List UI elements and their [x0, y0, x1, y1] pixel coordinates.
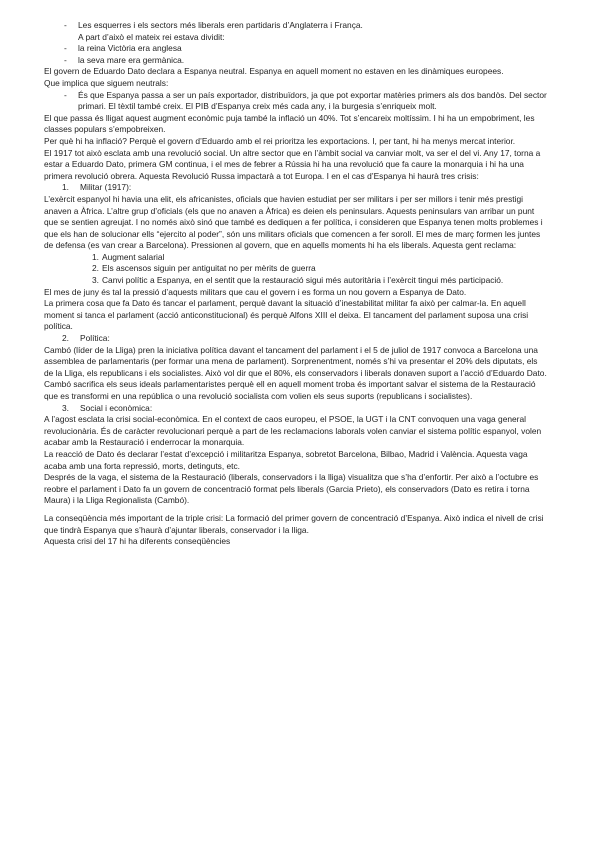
- paragraph-consequencia: La conseqüència més important de la triple crisi: La formació del primer govern de concentració d’Espanya. Això indica el nivell de crisi que tindrà Espanya que s’haurà d’ajuntar liberals, conservador i la lliga.: [44, 512, 544, 535]
- list-item: 1. Augment salarial: [92, 251, 165, 262]
- list-item: - la reina Victòria era anglesa: [64, 43, 548, 55]
- question-neutral: Que implica que siguem neutrals:: [44, 77, 169, 88]
- paragraph-reaccio: La reacció de Dato és declarar l’estat d’excepció i militaritza Espanya, sobretot Barcelona, Bilbao, Madrid i València. Aquesta vaga acaba amb una forta repressió, morts, detinguts, etc.: [44, 448, 528, 471]
- paragraph-primera-cosa: La primera cosa que fa Dato és tancar el parlament, perquè davant la situació d’inestabilitat militar fa això per calmar-la. En aquell moment si tanca el parlament (acció anticonstitucional) és perquè Alfons XIII el deixa. El tancament del parlament suposa una crisi política.: [44, 298, 529, 332]
- paragraph-juny: El mes de juny és tal la pressió d’aquests militars que cau el govern i es forma un nou govern a Espanya de Dato.: [44, 286, 467, 297]
- list-item: - És que Espanya passa a ser un país exportador, distribuïdors, ja que pot exportar matèries primers als dos bandòs. Del sector primari. El tèxtil també creix. El PIB d’Espanya creix més cada any, i la burgesia s’enriqueix molt.: [64, 90, 548, 113]
- heading-crisi-militar: 1. Militar (1917):: [62, 182, 132, 193]
- paragraph-cambo-assemblea: Cambó (líder de la Lliga) pren la iniciativa política davant el tancament del parlament i el 5 de juliol de 1917 convoca a Barcelona una assemblea de parlamentaris (per formar una mena de parlament). Sorprenentment, només s’hi va presentar el 20% dels diputats, els de la Lliga, els republicans i els socialistes. Això vol dir que el 80%, els conservadors i liberals donaven suport a l’acció d’Eduardo Dato.: [44, 344, 547, 378]
- paragraph-final: Aquesta crisi del 17 hi ha diferents conseqüències: [44, 536, 231, 547]
- paragraph-1917: El 1917 tot això esclata amb una revolució social. Un altre sector que en l’àmbit social va canviar molt, va ser el del vi. Any 17, torna a estar a Eduardo Dato, primera GM continua, i el mes de febrer a Rússia hi ha una revolució que fa caure la monarquia i hi ha una primera revolució obrera. Aquesta Revolució Russa impactarà a tot Europa. I en el cas d’Espanya hi haurà tres crisis:: [44, 147, 541, 181]
- paragraph-inflacio: El que passa és lligat aquest augment econòmic puja també la inflació un 40%. Tot s’encareix moltíssim. I hi ha un empobriment, les classes populars s’empobreixen.: [44, 112, 535, 135]
- intro-bullet-list: [44, 20, 548, 66]
- list-item: - Les esquerres i els sectors més liberals eren partidaris d’Anglaterra i França. A part d’això el mateix rei estava dividit:: [64, 20, 548, 43]
- list-item: 3. Canvi polític a Espanya, en el sentit que la restauració sigui més autoritària i l’exèrcit tingui més participació.: [92, 275, 504, 286]
- list-item: - la seva mare era germànica.: [64, 55, 548, 67]
- heading-crisi-social: 3. Social i econòmica:: [62, 402, 153, 413]
- demands-list: [44, 252, 548, 287]
- heading-crisi-politica: 2. Política:: [62, 333, 110, 344]
- paragraph-agost: A l’agost esclata la crisi social-econòmica. En el context de caos europeu, el PSOE, la UGT i la CNT convoquen una vaga general revolucionària. És de caràcter revolucionari perquè a part de les reclamacions laborals volen canviar el sistema polític espanyol, volen acabar amb la Restauració i enderrocar la monarquia.: [44, 414, 542, 448]
- list-item: 2. Els ascensos siguin per antiguitat no per mèrits de guerra: [92, 263, 316, 274]
- paragraph-despres-vaga: Després de la vaga, el sistema de la Restauració (liberals, conservadors i la lliga) visualitza que s’ha d’enfortir. Per això a l’octubre es reobre el parlament i Dato fa un govern de concentració format pels liberals (Garcia Prieto), els conservadors (Dato es retira i torna Maura) i la Lliga Regionalista (Cambó).: [44, 472, 539, 506]
- paragraph-cambo-sacrifica: Cambó sacrifica els seus ideals parlamentaristes perquè ell en aquell moment troba és important salvar el sistema de la Restauració que es transformi en una república o una revolució socialista com volien els seus suports (republicans i socialistes).: [44, 379, 536, 401]
- paragraph-dato-neutral: El govern de Eduardo Dato declara a Espanya neutral. Espanya en aquell moment no estaven en les dinàmiques europees.: [44, 66, 504, 77]
- list-item-continuation: A part d’això el mateix rei estava dividit:: [78, 31, 225, 42]
- neutral-bullet-list: [44, 90, 548, 113]
- paragraph-militar: L’exèrcit espanyol hi havia una elit, els africanistes, oficials que havien estudiat per ser militars i per ser millors i tenir més prestigi anaven a Àfrica. L’altre grup d’oficials (els que no anaven a Àfrica) es deien els peninsulars. Aquests peninsulars van arribar un punt que se sentien agreujat. I no només això sinó que també es dediquen a fer política, i consideren que Espanya tenen molts problemes i que els han de solucionar ells “ejercito al poder”, són uns militars oficials que comencen a fer soroll. El mes de març formen les juntes de defensa (es van crear a Barcelona). Pressionen al govern, que en aquells moments hi ha els liberals. Aquesta gent reclama:: [44, 193, 543, 251]
- paragraph-perque-inflacio: Per què hi ha inflació? Perquè el govern d’Eduardo amb el rei prioritza les exportacions. I, per tant, hi ha menys mercat interior.: [44, 135, 516, 146]
